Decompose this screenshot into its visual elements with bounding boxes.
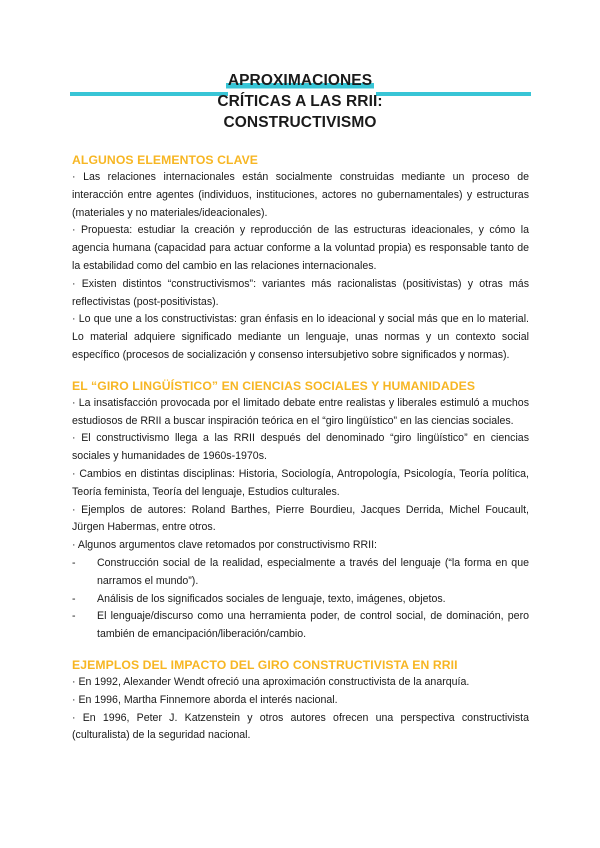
list-item-text: Análisis de los significados sociales de lenguaje, texto, imágenes, objetos. (97, 592, 446, 605)
paragraph: · Las relaciones internacionales están socialmente construidas mediante un proceso de interacción entre agentes (individuos, instituciones, actores no gubernamentales) y estructuras (materiales y no materiales/ideacionales). (72, 171, 529, 219)
paragraph: · Propuesta: estudiar la creación y reproducción de las estructuras ideacionales, y cómo la agencia humana (capacidad para actuar conforme a la voluntad propia) es responsable tanto de la estabilidad como del cambio en las relaciones internacionales. (72, 224, 529, 272)
paragraph: · El constructivismo llega a las RRII después del denominado “giro lingüístico” en ciencias sociales y humanidades de 1960s-1970s. (72, 432, 529, 463)
argument-list (72, 555, 529, 644)
list-item (72, 555, 529, 591)
paragraph: · Ejemplos de autores: Roland Barthes, Pierre Bourdieu, Jacques Derrida, Michel Foucault, Jürgen Habermas, entre otros. (72, 503, 529, 534)
section-heading: ALGUNOS ELEMENTOS CLAVE (72, 153, 259, 167)
section-ejemplos-impacto (72, 657, 529, 745)
paragraph: · Algunos argumentos clave retomados por constructivismo RRII: (72, 539, 377, 552)
paragraph: · Lo que une a los constructivistas: gran énfasis en lo ideacional y social más que en lo material. Lo material adquiere significado mediante un lenguaje, unas normas y un contexto social específico (procesos de socialización y consenso intersubjetivo sobre significados y normas). (72, 313, 529, 361)
list-item (72, 591, 529, 609)
list-item-text: El lenguaje/discurso como una herramienta poder, de control social, de dominación, pero también de emancipación/liberación/cambio. (97, 610, 529, 641)
paragraph: · En 1992, Alexander Wendt ofreció una aproximación constructivista de la anarquía. (72, 675, 470, 688)
title-line-1: APROXIMACIONES (227, 72, 373, 89)
dash-marker: - (72, 556, 76, 569)
document-body (72, 152, 529, 758)
dash-marker: - (72, 592, 76, 605)
paragraph: · En 1996, Peter J. Katzenstein y otros autores ofrecen una perspectiva constructivista (culturalista) de la seguridad nacional. (72, 711, 529, 742)
paragraph: · En 1996, Martha Finnemore aborda el interés nacional. (72, 693, 338, 706)
page-title (0, 70, 600, 133)
title-line-2: CRÍTICAS A LAS RRII: (217, 93, 383, 110)
paragraph: · Cambios en distintas disciplinas: Historia, Sociología, Antropología, Psicología, Teoría política, Teoría feminista, Teoría del lenguaje, Estudios culturales. (72, 467, 529, 498)
list-item (72, 608, 529, 644)
list-item-text: Construcción social de la realidad, especialmente a través del lenguaje (“la forma en que narramos el mundo”). (97, 556, 529, 587)
dash-marker: - (72, 610, 76, 623)
section-giro-linguistico (72, 378, 529, 644)
section-heading: EL “GIRO LINGÜÍSTICO” EN CIENCIAS SOCIALES Y HUMANIDADES (72, 378, 476, 393)
paragraph: · La insatisfacción provocada por el limitado debate entre realistas y liberales estimuló a muchos estudiosos de RRII a buscar inspiración teórica en el “giro lingüístico” en las ciencias sociales. (72, 396, 529, 427)
section-elementos-clave (72, 152, 529, 365)
section-heading: EJEMPLOS DEL IMPACTO DEL GIRO CONSTRUCTIVISTA EN RRII (72, 657, 458, 672)
paragraph: · Existen distintos “constructivismos”: variantes más racionalistas (positivistas) y otras más reflectivistas (post-positivistas). (72, 277, 529, 308)
title-line-3: CONSTRUCTIVISMO (223, 114, 377, 131)
